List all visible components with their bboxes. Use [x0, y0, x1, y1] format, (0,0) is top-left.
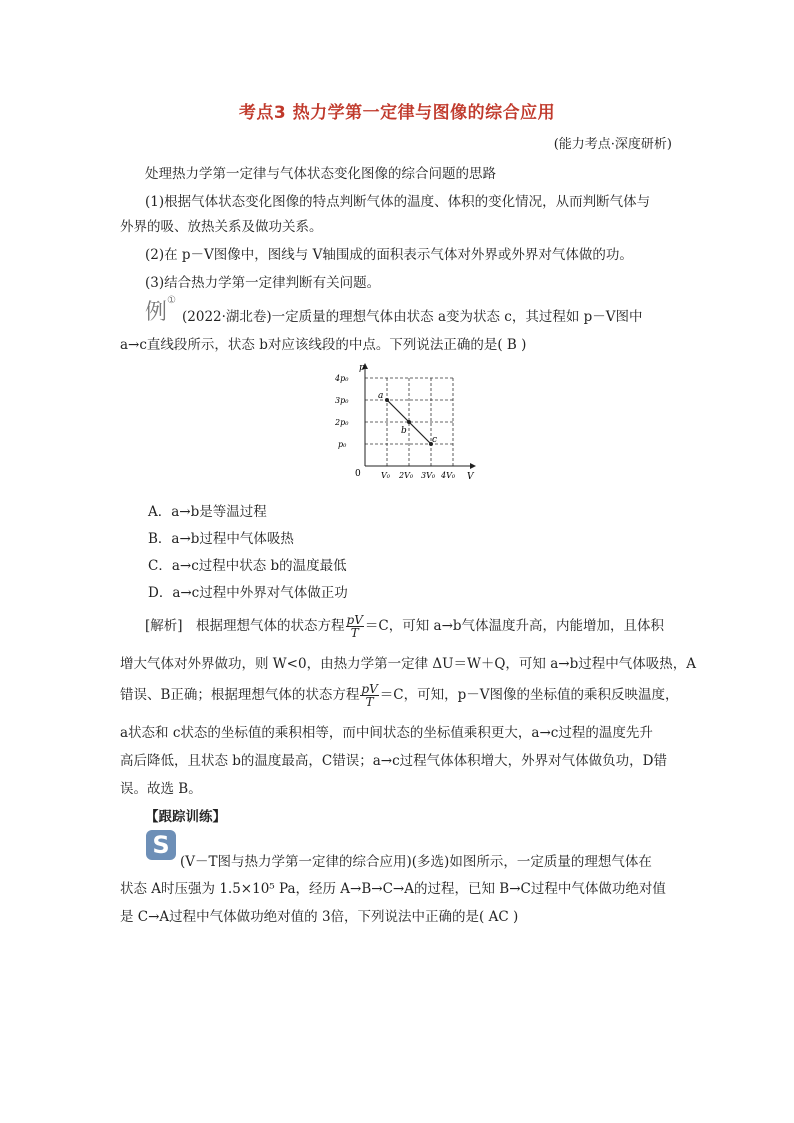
y-tick-3: 3p₀ [335, 396, 349, 405]
y-axis-label: p [359, 363, 365, 373]
follow-line-2: 状态 A时压强为 1.5×10⁵ Pa，经历 A→B→C→A的过程，已知 B→C过程中气体做功绝对值 [120, 881, 666, 897]
example-mark: 例① [145, 295, 176, 325]
point-c-label: c [432, 435, 438, 445]
point-1a: (1)根据气体状态变化图像的特点判断气体的温度、体积的变化情况，从而判断气体与 [145, 194, 651, 210]
intro-text: 处理热力学第一定律与气体状态变化图像的综合问题的思路 [145, 166, 496, 182]
state-equation-fraction: $\frac{pV}{T}$ [346, 613, 363, 640]
x-tick-4: 4V₀ [441, 471, 456, 480]
x-tick-1: V₀ [381, 471, 390, 480]
option-c: C．a→c过程中状态 b的温度最低 [148, 558, 347, 574]
state-equation-fraction-2: $\frac{pV}{T}$ [361, 682, 378, 709]
analysis-line-1: [解析] 根据理想气体的状态方程 $\frac{pV}{T}$ ＝C，可知 a→b气体温度升高，内能增加，且体积 [145, 613, 665, 640]
x-tick-3: 3V₀ [421, 471, 436, 480]
x-axis-label: V [467, 472, 474, 482]
point-a-label: a [378, 391, 384, 401]
section-title: 考点3 热力学第一定律与图像的综合应用 [238, 103, 556, 123]
point-a [385, 398, 389, 402]
option-a: A．a→b是等温过程 [148, 504, 267, 520]
option-b: B．a→b过程中气体吸热 [148, 531, 294, 547]
y-tick-2: 2p₀ [335, 418, 349, 427]
point-3: (3)结合热力学第一定律判断有关问题。 [145, 275, 381, 291]
point-b [407, 420, 411, 424]
option-d: D．a→c过程中外界对气体做正功 [148, 585, 348, 601]
follow-s-icon: S [146, 830, 176, 860]
analysis-line-4: a状态和 c状态的坐标值的乘积相等，而中间状态的坐标值乘积更大，a→c过程的温度先升 [120, 725, 653, 741]
analysis-line-2: 增大气体对外界做功，则 W<0，由热力学第一定律 ΔU＝W＋Q，可知 a→b过程中气体吸热，A [120, 656, 696, 672]
point-1b: 外界的吸、放热关系及做功关系。 [120, 219, 323, 235]
follow-line-3: 是 C→A过程中气体做功绝对值的 3倍，下列说法中正确的是( AC ) [120, 909, 519, 925]
y-tick-4: 4p₀ [335, 374, 349, 383]
point-2: (2)在 p－V图像中，图线与 V轴围成的面积表示气体对外界或外界对气体做的功。 [145, 247, 633, 263]
x-tick-2: 2V₀ [399, 471, 414, 480]
section-tag: (能力考点·深度研析) [553, 137, 672, 152]
follow-title: 【跟踪训练】 [145, 809, 226, 825]
origin-label: 0 [355, 469, 361, 479]
point-b-label: b [401, 426, 407, 436]
example-line-1: (2022·湖北卷)一定质量的理想气体由状态 a变为状态 c，其过程如 p－V图中 [182, 309, 643, 325]
follow-line-1: (V－T图与热力学第一定律的综合应用)(多选)如图所示，一定质量的理想气体在 [180, 854, 652, 870]
pv-graph [335, 360, 485, 485]
analysis-line-3: 错误、B正确；根据理想气体的状态方程 $\frac{pV}{T}$ ＝C，可知，p－V图像的坐标值的乘积反映温度， [120, 682, 679, 709]
example-line-2: a→c直线段所示，状态 b对应该线段的中点。下列说法正确的是( B ) [120, 337, 527, 353]
y-tick-1: p₀ [338, 440, 347, 449]
analysis-line-5: 高后降低，且状态 b的温度最高，C错误；a→c过程气体体积增大，外界对气体做负功，D错 [120, 753, 668, 769]
analysis-line-6: 误。故选 B。 [120, 781, 202, 797]
